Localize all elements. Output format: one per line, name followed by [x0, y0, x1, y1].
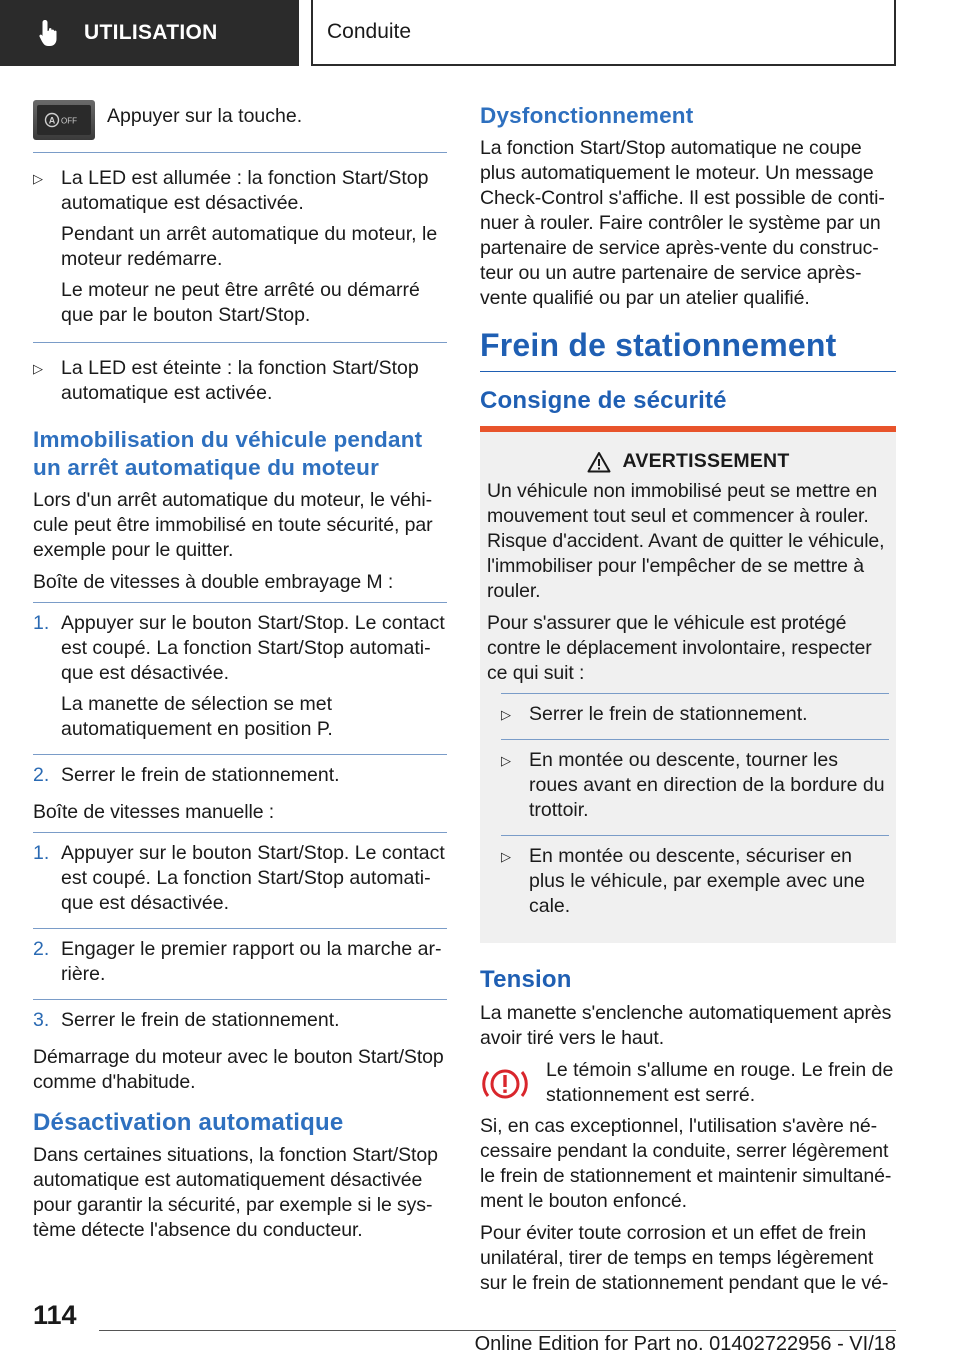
auto-deactivation-text: Dans certaines situations, la fonction Start/Stop automatique est automatiquement désactivée pour garantir la sécurité, par exemple si le système détecte l'absence du conducteur.: [33, 1144, 438, 1241]
list-item: [33, 166, 447, 334]
divider: [33, 602, 447, 603]
list-item: [33, 763, 447, 794]
button-instruction: [33, 100, 447, 140]
divider: [33, 999, 447, 1000]
list-item: [33, 356, 447, 412]
warning-item: En montée ou descente, sécuriser en plus le véhicule, par exemple avec une cale.: [529, 845, 866, 917]
svg-text:A: A: [48, 115, 56, 126]
step-text: Appuyer sur le bouton Start/Stop. Le contact est coupé. La fonction Start/Stop automatique est désactivée.: [61, 612, 445, 684]
triangle-bullet-icon: ▷: [33, 361, 43, 376]
safety-heading: Consigne de sécurité: [480, 387, 727, 414]
step-number: 2.: [33, 938, 50, 960]
immobilisation-heading: Immobilisation du véhicule pendant un arrêt automatique du moteur: [33, 427, 423, 480]
list-item: [501, 748, 889, 829]
parking-brake-indicator-icon: [480, 1066, 530, 1102]
step-number: 1.: [33, 612, 50, 634]
malfunction-text: La fonction Start/Stop automatique ne coupe plus automatiquement le moteur. Un message Check-Control s'affiche. Il est possible de continuer à rouler. Faire contrôler le système par un partenaire de service après-vente du constructeur ou un autre partenaire de service après-vente qualifié ou par un atelier qualifié.: [480, 137, 885, 309]
step-number: 3.: [33, 1009, 50, 1031]
led-on-button-text: Le moteur ne peut être arrêté ou démarré que par le bouton Start/Stop.: [61, 279, 420, 326]
step-text: Serrer le frein de stationnement.: [61, 764, 340, 786]
chapter-title: Conduite: [327, 20, 412, 43]
restart-note: Démarrage du moteur avec le bouton Start/Stop comme d'habitude.: [33, 1046, 444, 1093]
divider: [33, 832, 447, 833]
left-column: [33, 100, 447, 1250]
warning-title-row: [487, 450, 889, 473]
heading-underline: [480, 371, 896, 372]
led-on-text: La LED est allumée : la fonction Start/Stop automatique est désactivée.: [61, 167, 429, 214]
list-item: [33, 611, 447, 748]
footer-edition: Online Edition for Part no. 01402722956 - VI/18: [474, 1333, 896, 1355]
warning-title: AVERTISSEMENT: [622, 450, 790, 472]
divider: [501, 739, 889, 740]
button-off-label: OFF: [61, 116, 77, 126]
page-number: 114: [33, 1300, 77, 1330]
exceptional-use-text: Si, en cas exceptionnel, l'utilisation s'avère nécessaire pendant la conduite, serrer légèrement le frein de stationnement et maintenir simultanément le bouton enfoncé.: [480, 1115, 892, 1212]
warning-item: Serrer le frein de stationnement.: [529, 703, 808, 725]
list-item: [501, 844, 889, 925]
led-off-text: La LED est éteinte : la fonction Start/Stop automatique est activée.: [61, 357, 419, 404]
indicator-row: [480, 1058, 896, 1108]
triangle-bullet-icon: ▷: [501, 753, 511, 768]
divider: [501, 835, 889, 836]
divider: [501, 693, 889, 694]
warning-box: [480, 426, 896, 943]
tension-text: La manette s'enclenche automatiquement après avoir tiré vers le haut.: [480, 1002, 892, 1049]
dct-label: Boîte de vitesses à double embrayage M :: [33, 571, 394, 593]
list-item: [33, 1008, 447, 1039]
malfunction-heading: Dysfonctionnement: [480, 103, 694, 128]
step-text: La manette de sélection se met automatiquement en position P.: [61, 693, 333, 740]
auto-deactivation-heading: Désactivation automatique: [33, 1109, 344, 1136]
warning-triangle-icon: [587, 451, 611, 473]
hand-pointer-icon: [38, 18, 64, 48]
divider: [33, 342, 447, 343]
led-on-restart-text: Pendant un arrêt automatique du moteur, le moteur redémarre.: [61, 223, 438, 270]
right-column: [480, 100, 896, 1303]
list-item: [33, 937, 447, 993]
indicator-text: Le témoin s'allume en rouge. Le frein de stationnement est serré.: [546, 1059, 894, 1106]
chapter-tab: [311, 0, 896, 66]
section-title: UTILISATION: [84, 21, 218, 44]
tension-heading: Tension: [480, 966, 572, 993]
immobilisation-intro: Lors d'un arrêt automatique du moteur, le véhicule peut être immobilisé en toute sécurité, par exemple pour le quitter.: [33, 489, 433, 561]
warning-item: En montée ou descente, tourner les roues avant en direction de la bordure du trottoir.: [529, 749, 885, 821]
triangle-bullet-icon: ▷: [501, 849, 511, 864]
divider: [33, 754, 447, 755]
step-text: Serrer le frein de stationnement.: [61, 1009, 340, 1031]
section-tab: [0, 0, 299, 66]
triangle-bullet-icon: ▷: [33, 171, 43, 186]
list-item: [33, 841, 447, 922]
divider: [33, 928, 447, 929]
auto-start-stop-button-icon: [33, 100, 95, 140]
triangle-bullet-icon: ▷: [501, 707, 511, 722]
list-item: [501, 702, 889, 733]
footer-divider: [99, 1330, 896, 1331]
step-text: Engager le premier rapport ou la marche arrière.: [61, 938, 442, 985]
corrosion-text: Pour éviter toute corrosion et un effet de frein unilatéral, tirer de temps en temps légèrement sur le frein de stationnement pendant que le vé-: [480, 1222, 889, 1294]
step-number: 1.: [33, 842, 50, 864]
step-text: Appuyer sur le bouton Start/Stop. Le contact est coupé. La fonction Start/Stop automatique est désactivée.: [61, 842, 445, 914]
button-caption: Appuyer sur la touche.: [107, 105, 303, 127]
parking-brake-heading: Frein de stationnement: [480, 327, 837, 363]
manual-label: Boîte de vitesses manuelle :: [33, 801, 275, 823]
divider: [33, 152, 447, 153]
step-number: 2.: [33, 764, 50, 786]
warning-instructions: Pour s'assurer que le véhicule est protégé contre le déplacement involontaire, respecter ce qui suit :: [487, 612, 872, 684]
warning-text: Un véhicule non immobilisé peut se mettre en mouvement tout seul et commencer à rouler. Risque d'accident. Avant de quitter le véhicule, l'immobiliser pour l'empêcher de se mettre à rouler.: [487, 480, 885, 602]
